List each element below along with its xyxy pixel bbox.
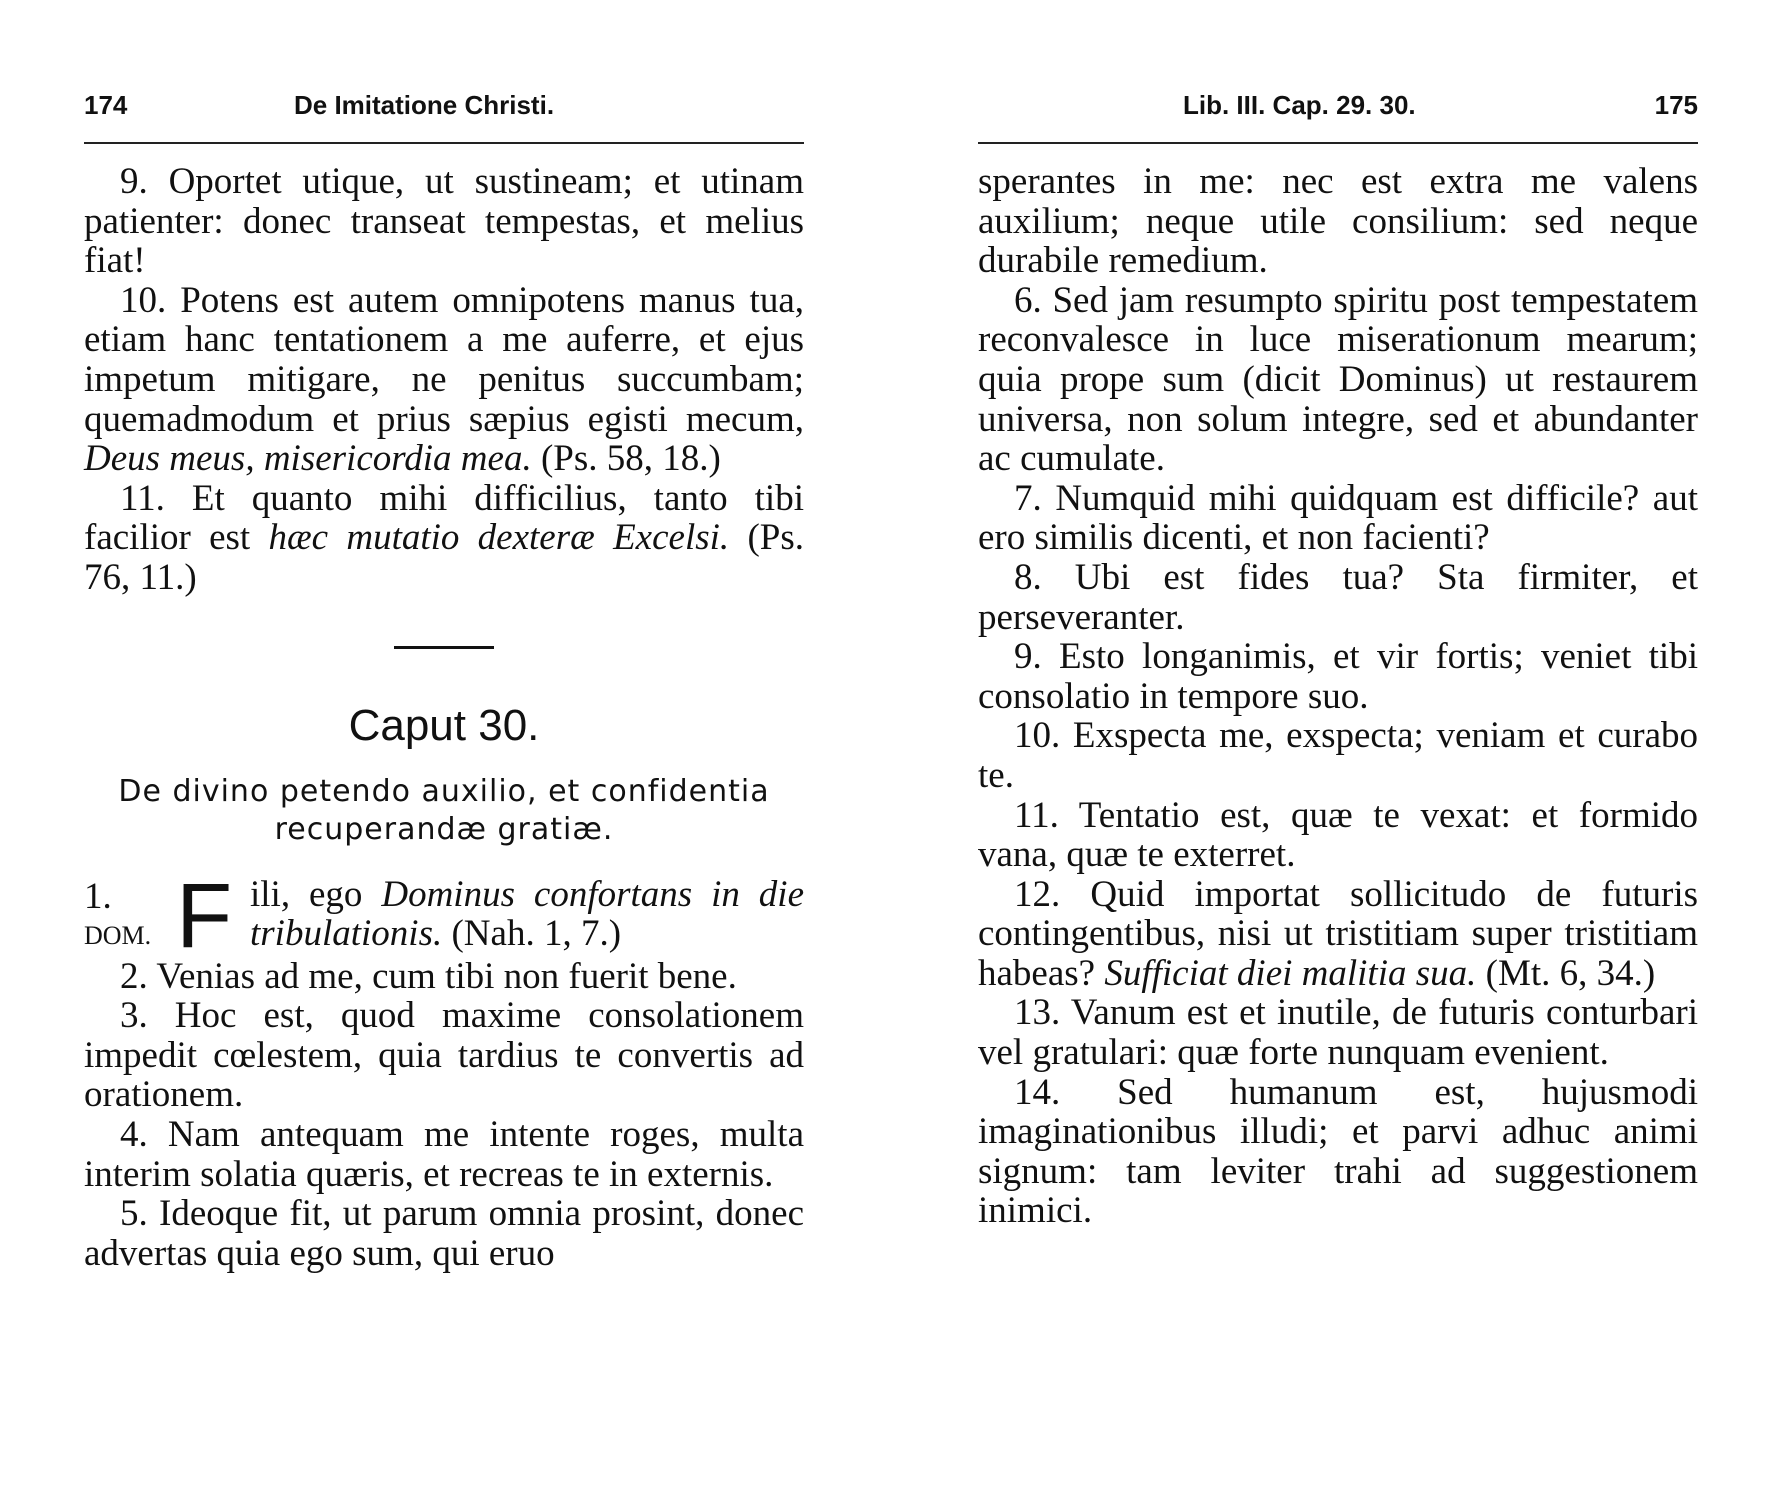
verse-4: 4. Nam antequam me intente roges, multa interim solatia quæris, et recreas te in externis. bbox=[84, 1113, 804, 1195]
verse-11: 11. Tentatio est, quæ te vexat: et formido vana, quæ te exterret. bbox=[978, 794, 1698, 876]
left-body-text bbox=[84, 162, 804, 1273]
verse-10: 10. Potens est autem omnipotens manus tua, etiam hanc tentationem a me auferre, et ejus impetum mitigare, ne penitus succumbam; quemadmodum et prius sæpius egisti mecum, Deus meus, misericordia mea. (Ps. 58, 18.) bbox=[84, 279, 804, 480]
page-number: 175 bbox=[1654, 90, 1698, 120]
right-page bbox=[978, 0, 1698, 1231]
chapter-heading: Caput 30. bbox=[348, 700, 540, 750]
right-body-text bbox=[978, 162, 1698, 1231]
verse-10: 10. Exspecta me, exspecta; veniam et curabo te. bbox=[978, 715, 1698, 796]
verse-7: 7. Numquid mihi quidquam est difficile? aut ero similis dicenti, et non facienti? bbox=[978, 477, 1698, 559]
verse-1: 1. DOM. F ili, ego Dominus confortans in die tribulationis. (Nah. 1, 7.) bbox=[84, 864, 804, 967]
running-title: De Imitatione Christi. bbox=[294, 90, 555, 120]
verse-8: 8. Ubi est fides tua? Sta firmiter, et perseveranter. bbox=[978, 556, 1698, 638]
verse-11: 11. Et quanto mihi difficilius, tanto tibi facilior est hæc mutatio dexteræ Excelsi. (Ps. 76, 11.) bbox=[84, 477, 804, 598]
verse-14: 14. Sed humanum est, hujusmodi imaginationibus illudi; et parvi adhuc animi signum: tam leviter trahi ad suggestionem inimici. bbox=[978, 1071, 1698, 1232]
verse-9: 9. Esto longanimis, et vir fortis; veniet tibi consolatio in tempore suo. bbox=[978, 636, 1698, 717]
chapter-subtitle: De divino petendo auxilio, et confidentia recuperandæ gratiæ. bbox=[118, 773, 770, 847]
continued-text: sperantes in me: nec est extra me valens auxilium; neque utile consilium: sed neque durabile remedium. bbox=[978, 161, 1698, 282]
verse-6: 6. Sed jam resumpto spiritu post tempestatem reconvalesce in luce miserationum mearum; quia prope sum (dicit Dominus) ut restaurem universa, non solum integre, sed et abundanter ac cumulate. bbox=[978, 279, 1698, 480]
verse-12: 12. Quid importat sollicitudo de futuris contingentibus, nisi ut tristitiam super tristitiam habeas? Sufficiat diei malitia sua. (Mt. 6, 34.) bbox=[978, 873, 1698, 994]
verse-13: 13. Vanum est et inutile, de futuris conturbari vel gratulari: quæ forte nunquam evenient. bbox=[978, 992, 1698, 1074]
running-title: Lib. III. Cap. 29. 30. bbox=[1183, 90, 1416, 120]
left-page bbox=[84, 0, 804, 1273]
left-running-header bbox=[84, 84, 804, 144]
drop-cap: F bbox=[176, 864, 233, 967]
verse-3: 3. Hoc est, quod maxime consolationem impedit cœlestem, quia tardius te convertis ad orationem. bbox=[84, 995, 804, 1116]
verse-2: 2. Venias ad me, cum tibi non fuerit bene. bbox=[120, 955, 737, 997]
right-running-header bbox=[978, 84, 1698, 144]
verse-5: 5. Ideoque fit, ut parum omnia prosint, donec advertas quia ego sum, qui eruo bbox=[84, 1193, 804, 1274]
section-divider bbox=[394, 646, 494, 649]
verse-9: 9. Oportet utique, ut sustineam; et utinam patienter: donec transeat tempestas, et melius fiat! bbox=[84, 161, 804, 282]
page-number: 174 bbox=[84, 90, 128, 120]
speaker-label: 1. DOM. bbox=[84, 875, 152, 951]
